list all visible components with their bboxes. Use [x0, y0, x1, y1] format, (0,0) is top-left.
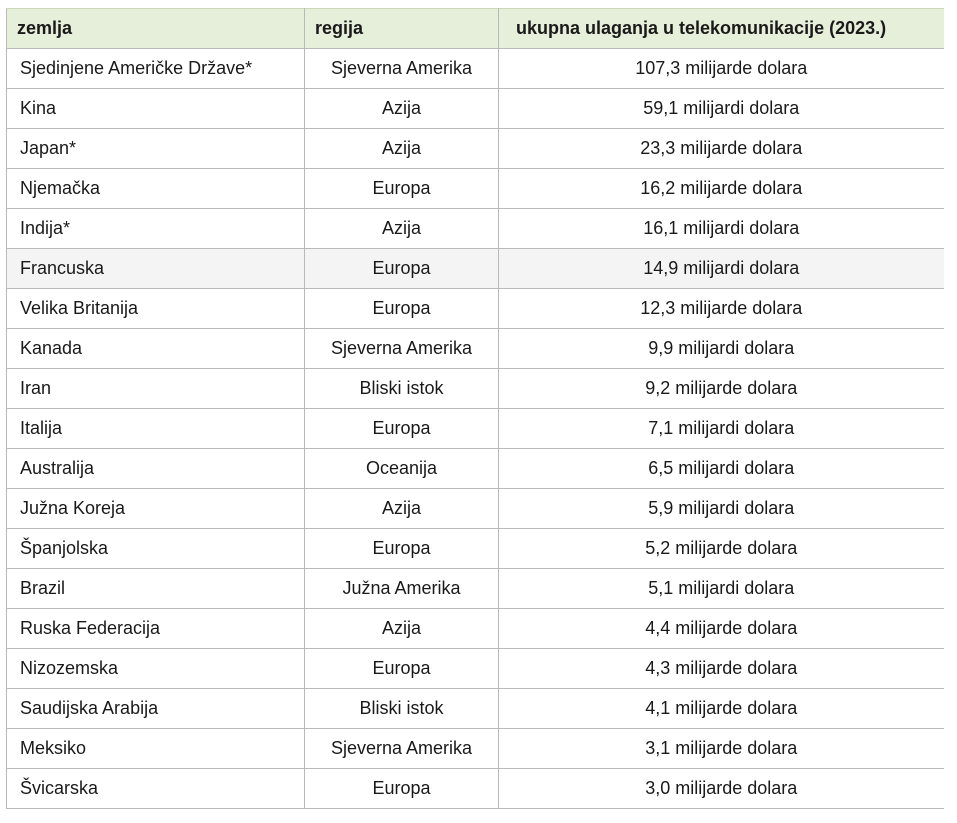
cell-country: Kina	[7, 89, 305, 129]
cell-region: Bliski istok	[305, 369, 499, 409]
cell-country: Iran	[7, 369, 305, 409]
cell-country: Nizozemska	[7, 649, 305, 689]
table-body	[7, 49, 944, 809]
cell-country: Australija	[7, 449, 305, 489]
cell-investment: 107,3 milijarde dolara	[499, 49, 944, 89]
table-row	[7, 329, 944, 369]
cell-country: Švicarska	[7, 769, 305, 809]
cell-region: Europa	[305, 169, 499, 209]
cell-region: Europa	[305, 249, 499, 289]
cell-investment: 5,2 milijarde dolara	[499, 529, 944, 569]
cell-region: Azija	[305, 609, 499, 649]
cell-country: Indija*	[7, 209, 305, 249]
table-row	[7, 449, 944, 489]
cell-country: Južna Koreja	[7, 489, 305, 529]
table-row	[7, 569, 944, 609]
table-row	[7, 529, 944, 569]
table-row	[7, 249, 944, 289]
cell-investment: 16,2 milijarde dolara	[499, 169, 944, 209]
cell-country: Velika Britanija	[7, 289, 305, 329]
cell-country: Sjedinjene Američke Države*	[7, 49, 305, 89]
cell-investment: 23,3 milijarde dolara	[499, 129, 944, 169]
cell-investment: 9,9 milijardi dolara	[499, 329, 944, 369]
cell-region: Sjeverna Amerika	[305, 729, 499, 769]
header-region: regija	[305, 9, 499, 49]
cell-region: Europa	[305, 769, 499, 809]
table-row	[7, 289, 944, 329]
cell-investment: 12,3 milijarde dolara	[499, 289, 944, 329]
table-row	[7, 209, 944, 249]
cell-investment: 14,9 milijardi dolara	[499, 249, 944, 289]
table-row	[7, 769, 944, 809]
table-row	[7, 409, 944, 449]
table-header-row	[7, 9, 944, 49]
cell-country: Ruska Federacija	[7, 609, 305, 649]
cell-region: Europa	[305, 649, 499, 689]
cell-region: Sjeverna Amerika	[305, 329, 499, 369]
cell-investment: 7,1 milijardi dolara	[499, 409, 944, 449]
cell-investment: 6,5 milijardi dolara	[499, 449, 944, 489]
table-row	[7, 729, 944, 769]
cell-investment: 4,4 milijarde dolara	[499, 609, 944, 649]
cell-investment: 4,3 milijarde dolara	[499, 649, 944, 689]
cell-country: Italija	[7, 409, 305, 449]
cell-country: Brazil	[7, 569, 305, 609]
cell-country: Njemačka	[7, 169, 305, 209]
cell-country: Francuska	[7, 249, 305, 289]
cell-country: Španjolska	[7, 529, 305, 569]
cell-investment: 3,0 milijarde dolara	[499, 769, 944, 809]
table-row	[7, 609, 944, 649]
cell-region: Europa	[305, 289, 499, 329]
cell-region: Europa	[305, 409, 499, 449]
cell-region: Južna Amerika	[305, 569, 499, 609]
table-row	[7, 369, 944, 409]
cell-region: Europa	[305, 529, 499, 569]
table-row	[7, 129, 944, 169]
cell-region: Azija	[305, 89, 499, 129]
cell-investment: 5,9 milijardi dolara	[499, 489, 944, 529]
cell-investment: 59,1 milijardi dolara	[499, 89, 944, 129]
cell-region: Azija	[305, 129, 499, 169]
cell-region: Azija	[305, 489, 499, 529]
table-row	[7, 169, 944, 209]
table-row	[7, 649, 944, 689]
cell-investment: 3,1 milijarde dolara	[499, 729, 944, 769]
cell-region: Sjeverna Amerika	[305, 49, 499, 89]
table-row	[7, 89, 944, 129]
table-row	[7, 49, 944, 89]
cell-investment: 5,1 milijardi dolara	[499, 569, 944, 609]
header-country: zemlja	[7, 9, 305, 49]
table-row	[7, 489, 944, 529]
header-investment: ukupna ulaganja u telekomunikacije (2023.)	[499, 9, 944, 49]
table-row	[7, 689, 944, 729]
cell-country: Japan*	[7, 129, 305, 169]
cell-region: Oceanija	[305, 449, 499, 489]
cell-country: Saudijska Arabija	[7, 689, 305, 729]
cell-country: Kanada	[7, 329, 305, 369]
cell-country: Meksiko	[7, 729, 305, 769]
investment-table	[6, 8, 944, 809]
cell-region: Bliski istok	[305, 689, 499, 729]
cell-investment: 9,2 milijarde dolara	[499, 369, 944, 409]
cell-region: Azija	[305, 209, 499, 249]
cell-investment: 4,1 milijarde dolara	[499, 689, 944, 729]
cell-investment: 16,1 milijardi dolara	[499, 209, 944, 249]
